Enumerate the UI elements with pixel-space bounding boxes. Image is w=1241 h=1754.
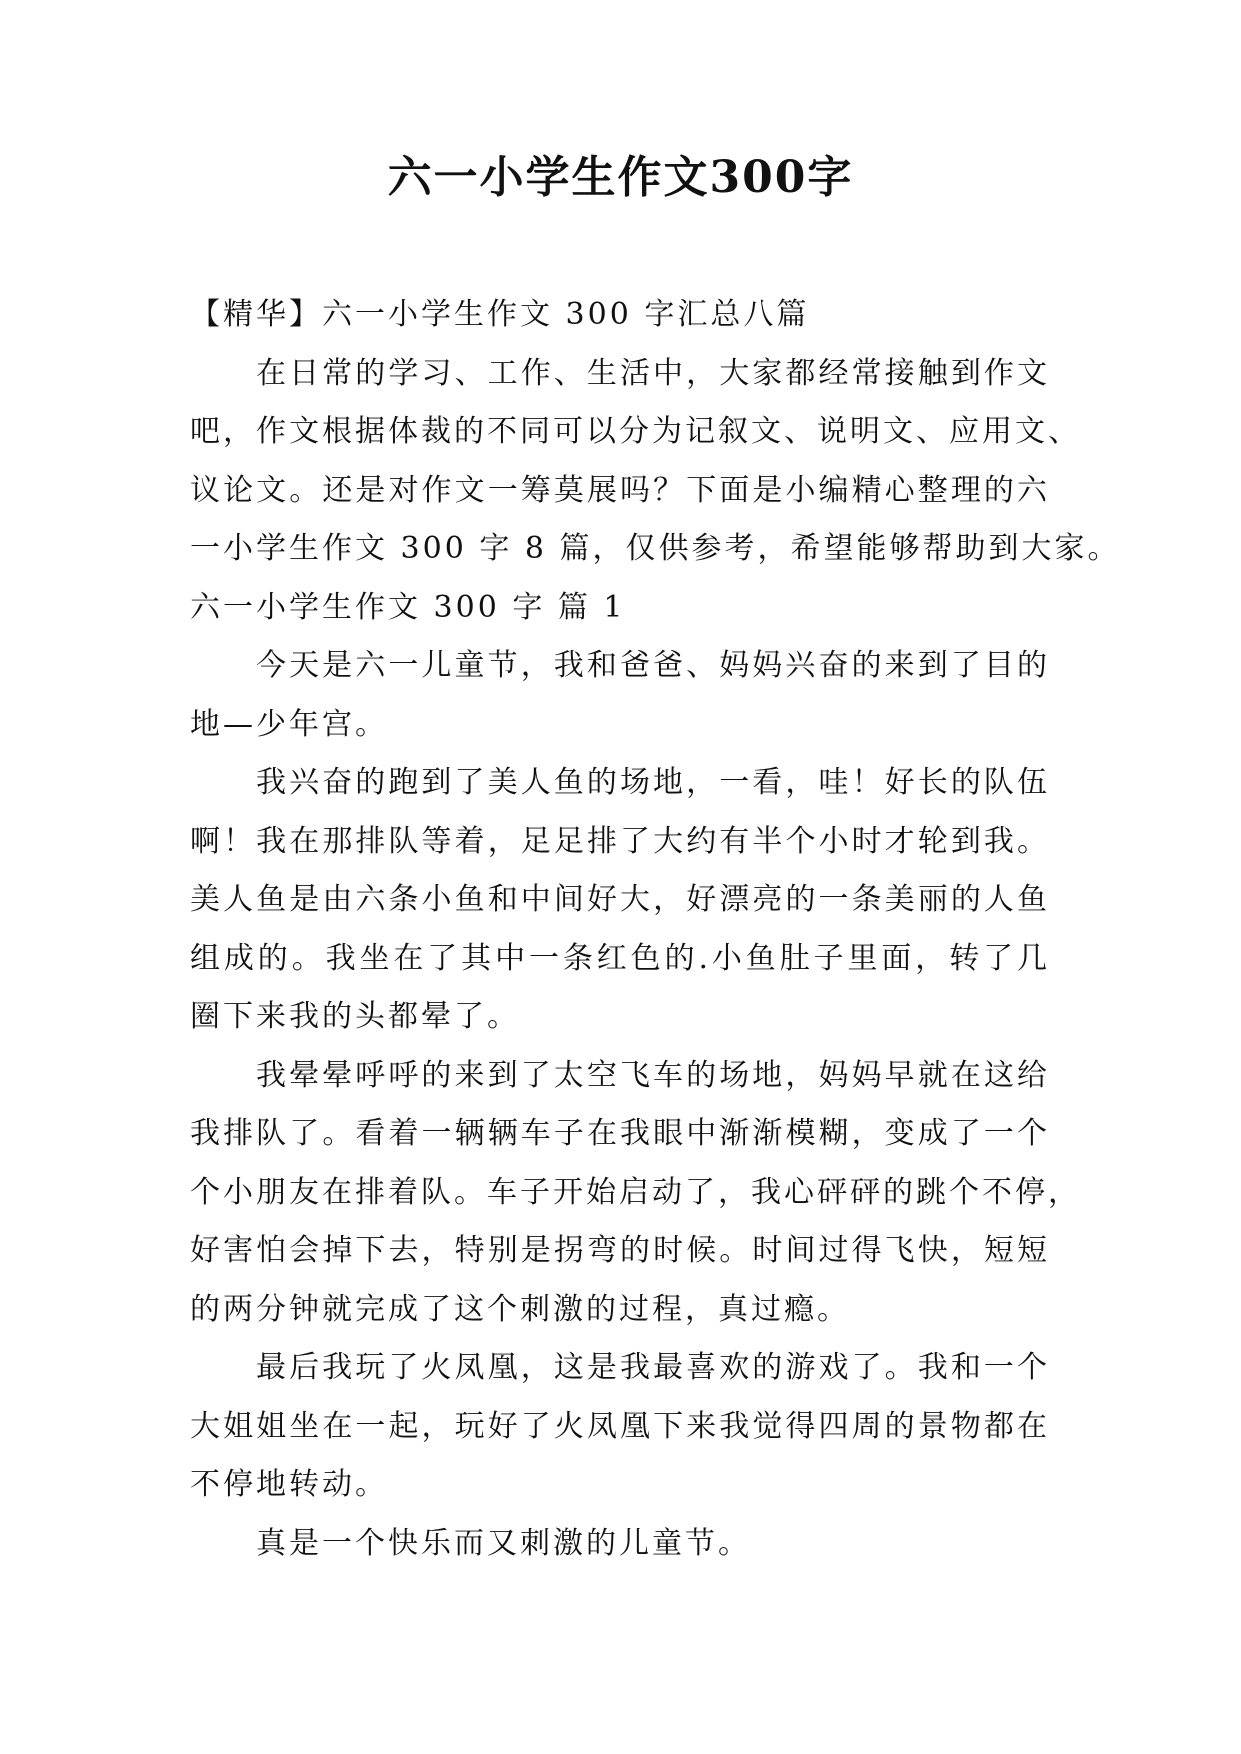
document-body [190,286,1121,1573]
text-line: 美人鱼是由六条小鱼和中间好大，好漂亮的一条美丽的人鱼 [190,882,1050,917]
text-line: 今天是六一儿童节，我和爸爸、妈妈兴奋的来到了目的 [256,648,1050,683]
text-line: 个小朋友在排着队。车子开始启动了，我心砰砰的跳个不停， [190,1174,1081,1210]
text-line: 吧，作文根据体裁的不同可以分为记叙文、说明文、应用文、 [190,414,1081,449]
text-line: 六一小学生作文 300 字 篇 1 [190,589,626,625]
text-line: 好害怕会掉下去，特别是拐弯的时候。时间过得飞快，短短 [190,1233,1050,1268]
text-line: 的两分钟就完成了这个刺激的过程，真过瘾。 [190,1291,850,1327]
text-line: 真是一个快乐而又刺激的儿童节。 [256,1525,751,1561]
text-line: 我兴奋的跑到了美人鱼的场地，一看，哇！好长的队伍 [256,765,1050,800]
text-line: 我晕晕呼呼的来到了太空飞车的场地，妈妈早就在这给 [256,1057,1050,1093]
text-line: 啊！我在那排队等着，足足排了大约有半个小时才轮到我。 [190,823,1050,859]
text-line: 圈下来我的头都晕了。 [190,999,520,1034]
text-line: 【精华】六一小学生作文 300 字汇总八篇 [190,297,810,332]
text-line: 一小学生作文 300 字 8 篇，仅供参考，希望能够帮助到大家。 [190,531,1121,566]
text-line: 我排队了。看着一辆辆车子在我眼中渐渐模糊，变成了一个 [190,1116,1050,1151]
text-line: 议论文。还是对作文一筹莫展吗？下面是小编精心整理的六 [190,472,1050,508]
text-line: 最后我玩了火凤凰，这是我最喜欢的游戏了。我和一个 [256,1350,1050,1385]
text-line: 在日常的学习、工作、生活中，大家都经常接触到作文 [256,355,1050,391]
document-title: 六一小学生作文300字 [387,152,854,203]
text-line: 地—少年宫。 [190,706,388,742]
text-line: 不停地转动。 [190,1467,388,1502]
text-line: 组成的。我坐在了其中一条红色的.小鱼肚子里面，转了几 [190,940,1050,976]
text-line: 大姐姐坐在一起，玩好了火凤凰下来我觉得四周的景物都在 [190,1408,1050,1444]
